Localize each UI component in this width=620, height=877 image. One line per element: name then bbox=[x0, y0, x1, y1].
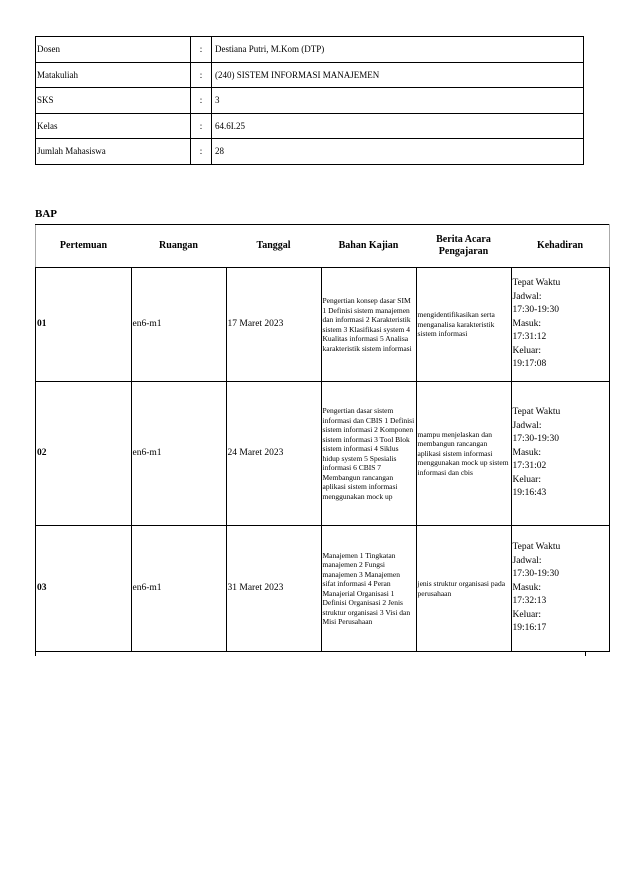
header-bahan-kajian: Bahan Kajian bbox=[321, 225, 416, 268]
info-row-matakuliah bbox=[36, 62, 584, 88]
check-in-value: 17:32:13 bbox=[512, 596, 547, 607]
cell-kehadiran bbox=[511, 526, 610, 652]
schedule-value: 17:30-19:30 bbox=[512, 569, 559, 580]
check-out-label: Keluar: bbox=[512, 345, 541, 356]
info-separator: : bbox=[191, 37, 212, 63]
check-in-label: Masuk: bbox=[512, 318, 541, 329]
info-label: Kelas bbox=[36, 113, 191, 139]
info-value: 3 bbox=[212, 88, 584, 114]
check-in-value: 17:31:12 bbox=[512, 332, 547, 343]
info-row-dosen bbox=[36, 37, 584, 63]
cell-pertemuan: 02 bbox=[36, 382, 132, 526]
info-row-jumlah-mahasiswa bbox=[36, 139, 584, 165]
info-separator: : bbox=[191, 113, 212, 139]
cell-berita-acara: mengidentifikasikan serta menganalisa karakteristik sistem informasi bbox=[416, 268, 511, 382]
cell-pertemuan: 01 bbox=[36, 268, 132, 382]
cell-bahan-kajian: Manajemen 1 Tingkatan manajemen 2 Fungsi manajemen 3 Manajemen sifat informasi 4 Peran Manajerial Organisasi 1 Definisi Organisasi 2 Jenis struktur organisasi 3 Visi dan Misi Perusahaan bbox=[321, 526, 416, 652]
schedule-label: Jadwal: bbox=[512, 420, 542, 431]
info-value: (240) SISTEM INFORMASI MANAJEMEN bbox=[212, 62, 584, 88]
header-pertemuan: Pertemuan bbox=[36, 225, 132, 268]
schedule-label: Jadwal: bbox=[512, 291, 542, 302]
cell-bahan-kajian: Pengertian dasar sistem informasi dan CBIS 1 Definisi sistem informasi 2 Komponen sistem informasi 3 Tool Blok sistem informasi 4 Siklus hidup system 5 Spesialis informasi 6 CBIS 7 Membangun rancangan aplikasi sistem informasi menggunakan mock up bbox=[321, 382, 416, 526]
cell-kehadiran bbox=[511, 382, 610, 526]
info-label: Jumlah Mahasiswa bbox=[36, 139, 191, 165]
cell-ruangan: en6-m1 bbox=[131, 268, 226, 382]
schedule-value: 17:30-19:30 bbox=[512, 434, 559, 445]
attendance-status: Tepat Waktu bbox=[512, 407, 561, 418]
table-row bbox=[36, 526, 610, 652]
check-in-label: Masuk: bbox=[512, 582, 541, 593]
table-continuation bbox=[35, 651, 586, 656]
check-out-value: 19:16:17 bbox=[512, 623, 547, 634]
table-row bbox=[36, 382, 610, 526]
cell-kehadiran bbox=[511, 268, 610, 382]
attendance-status: Tepat Waktu bbox=[512, 542, 561, 553]
cell-pertemuan: 03 bbox=[36, 526, 132, 652]
schedule-label: Jadwal: bbox=[512, 555, 542, 566]
info-separator: : bbox=[191, 62, 212, 88]
bap-table bbox=[35, 224, 610, 652]
check-out-label: Keluar: bbox=[512, 474, 541, 485]
header-kehadiran: Kehadiran bbox=[511, 225, 610, 268]
info-separator: : bbox=[191, 139, 212, 165]
header-tanggal: Tanggal bbox=[226, 225, 321, 268]
course-info-table bbox=[35, 36, 584, 165]
info-label: Matakuliah bbox=[36, 62, 191, 88]
bap-header-row bbox=[36, 225, 610, 268]
schedule-value: 17:30-19:30 bbox=[512, 305, 559, 316]
header-berita-acara: Berita Acara Pengajaran bbox=[416, 225, 511, 268]
check-out-value: 19:17:08 bbox=[512, 359, 547, 370]
info-separator: : bbox=[191, 88, 212, 114]
check-out-value: 19:16:43 bbox=[512, 488, 547, 499]
cell-bahan-kajian: Pengertian konsep dasar SIM 1 Definisi sistem manajemen dan informasi 2 Karakteristik sistem 3 Klasifikasi system 4 Kualitas informasi 5 Analisa karakteristik sistem informasi bbox=[321, 268, 416, 382]
table-row bbox=[36, 268, 610, 382]
cell-ruangan: en6-m1 bbox=[131, 526, 226, 652]
cell-tanggal: 24 Maret 2023 bbox=[226, 382, 321, 526]
check-in-label: Masuk: bbox=[512, 447, 541, 458]
info-value: Destiana Putri, M.Kom (DTP) bbox=[212, 37, 584, 63]
info-row-sks bbox=[36, 88, 584, 114]
check-out-label: Keluar: bbox=[512, 609, 541, 620]
info-label: SKS bbox=[36, 88, 191, 114]
info-value: 64.6I.25 bbox=[212, 113, 584, 139]
cell-ruangan: en6-m1 bbox=[131, 382, 226, 526]
cell-tanggal: 31 Maret 2023 bbox=[226, 526, 321, 652]
attendance-status: Tepat Waktu bbox=[512, 278, 561, 289]
check-in-value: 17:31:02 bbox=[512, 461, 547, 472]
bap-heading: BAP bbox=[35, 208, 57, 220]
info-value: 28 bbox=[212, 139, 584, 165]
cell-berita-acara: jenis struktur organisasi pada perusahaan bbox=[416, 526, 511, 652]
cell-berita-acara: mampu menjelaskan dan membangun rancangan aplikasi sistem informasi menggunakan mock up sistem informasi dan cbis bbox=[416, 382, 511, 526]
info-row-kelas bbox=[36, 113, 584, 139]
cell-tanggal: 17 Maret 2023 bbox=[226, 268, 321, 382]
header-ruangan: Ruangan bbox=[131, 225, 226, 268]
info-label: Dosen bbox=[36, 37, 191, 63]
